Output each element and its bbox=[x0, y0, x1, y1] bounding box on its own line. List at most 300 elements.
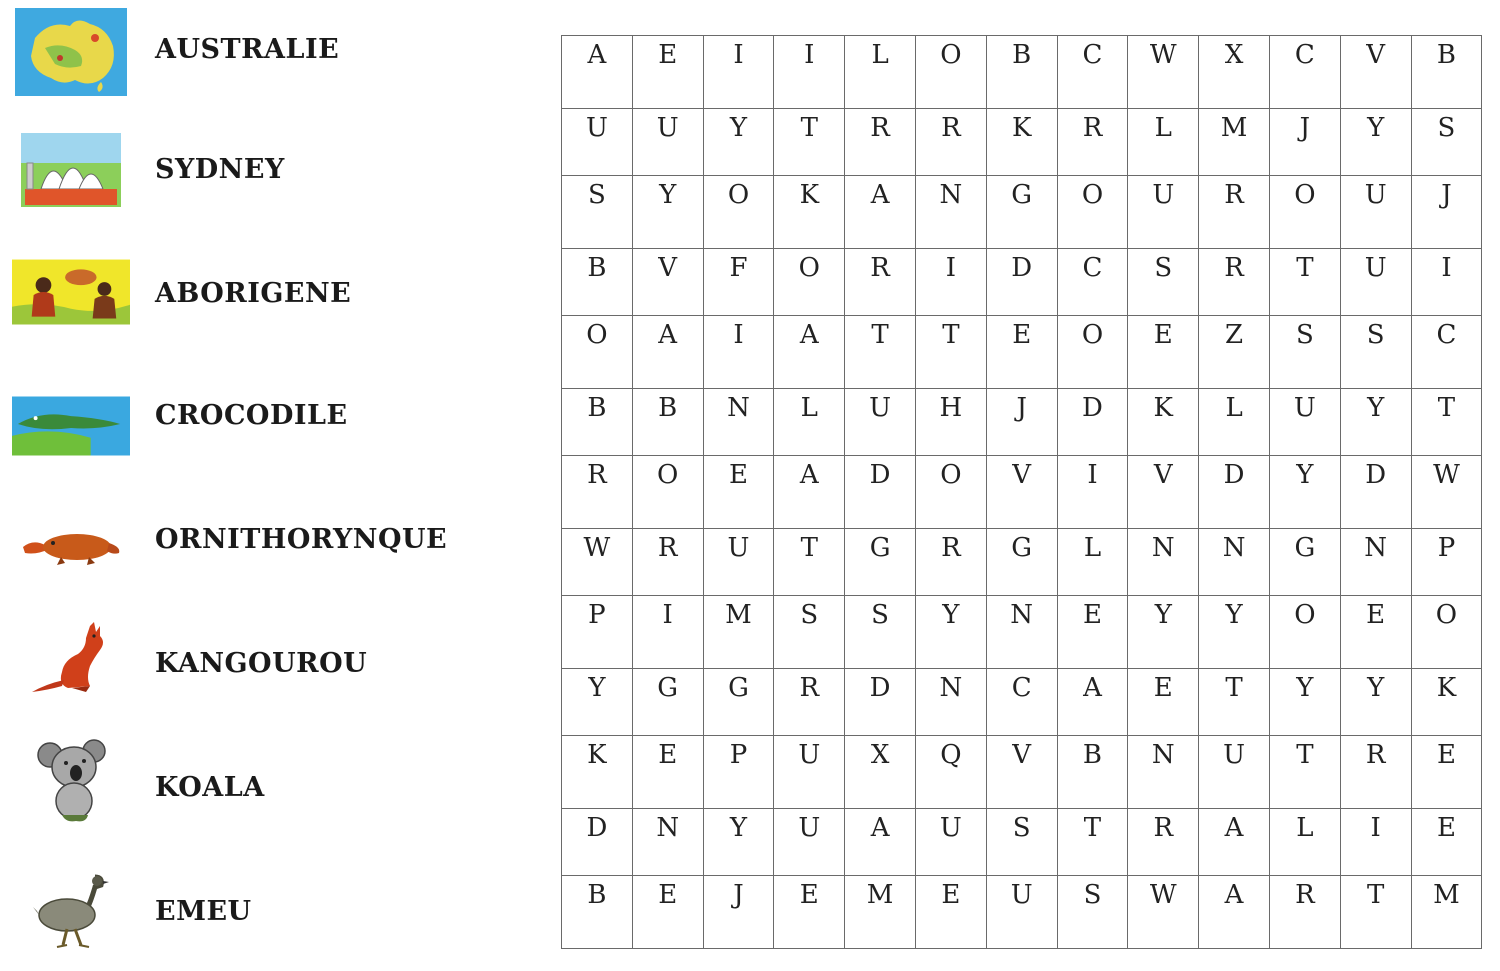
grid-cell[interactable] bbox=[845, 176, 916, 249]
grid-cell[interactable] bbox=[1340, 109, 1411, 176]
grid-letter: T bbox=[1225, 673, 1243, 703]
sydney-opera-house-icon bbox=[12, 126, 130, 214]
grid-cell[interactable] bbox=[562, 596, 633, 669]
grid-cell[interactable] bbox=[1057, 876, 1128, 949]
grid-cell[interactable] bbox=[703, 109, 774, 176]
grid-cell[interactable] bbox=[1269, 456, 1340, 529]
grid-cell[interactable] bbox=[1128, 109, 1199, 176]
grid-letter: Y bbox=[588, 673, 606, 703]
grid-cell[interactable] bbox=[986, 36, 1057, 109]
grid-cell[interactable] bbox=[774, 809, 845, 876]
crocodile-icon bbox=[12, 382, 130, 470]
grid-cell[interactable] bbox=[1128, 876, 1199, 949]
grid-cell[interactable] bbox=[632, 389, 703, 456]
grid-cell[interactable] bbox=[774, 529, 845, 596]
grid-cell[interactable] bbox=[845, 596, 916, 669]
grid-letter: U bbox=[1364, 253, 1387, 283]
grid-cell[interactable] bbox=[1269, 109, 1340, 176]
grid-letter: M bbox=[725, 600, 752, 630]
grid-cell[interactable] bbox=[915, 456, 986, 529]
grid-letter: L bbox=[800, 393, 818, 423]
word-list bbox=[0, 0, 540, 971]
grid-cell[interactable] bbox=[1057, 529, 1128, 596]
grid-letter: U bbox=[656, 113, 679, 143]
grid-letter: P bbox=[729, 740, 748, 770]
grid-cell[interactable] bbox=[1411, 456, 1482, 529]
grid-cell[interactable] bbox=[703, 316, 774, 389]
grid-letter: R bbox=[941, 113, 961, 143]
grid-cell[interactable] bbox=[1128, 36, 1199, 109]
grid-letter: C bbox=[1082, 253, 1103, 283]
word-label: EMEU bbox=[155, 896, 252, 927]
grid-cell[interactable] bbox=[1199, 109, 1270, 176]
grid-cell[interactable] bbox=[1199, 316, 1270, 389]
grid-cell[interactable] bbox=[774, 596, 845, 669]
grid-cell[interactable] bbox=[1128, 249, 1199, 316]
grid-letter: L bbox=[871, 40, 889, 70]
grid-cell[interactable] bbox=[1128, 389, 1199, 456]
grid-cell[interactable] bbox=[632, 669, 703, 736]
grid-cell[interactable] bbox=[986, 809, 1057, 876]
word-item-australie bbox=[0, 0, 540, 110]
grid-cell[interactable] bbox=[562, 809, 633, 876]
grid-letter: E bbox=[729, 460, 748, 490]
grid-letter: B bbox=[587, 393, 607, 423]
grid-cell[interactable] bbox=[1199, 596, 1270, 669]
grid-letter: B bbox=[1082, 740, 1103, 770]
grid-cell[interactable] bbox=[1199, 456, 1270, 529]
grid-letter: R bbox=[1365, 740, 1386, 770]
word-item-aborigene bbox=[0, 248, 540, 358]
grid-cell[interactable] bbox=[1057, 36, 1128, 109]
grid-cell[interactable] bbox=[703, 389, 774, 456]
grid-cell[interactable] bbox=[562, 456, 633, 529]
grid-letter: S bbox=[1366, 320, 1385, 350]
grid-cell[interactable] bbox=[562, 36, 633, 109]
grid-letter: T bbox=[1366, 880, 1385, 910]
grid-cell[interactable] bbox=[774, 456, 845, 529]
grid-letter: E bbox=[1436, 813, 1456, 843]
grid-row bbox=[562, 176, 1482, 249]
grid-letter: V bbox=[658, 253, 678, 283]
word-item-ornithorynque bbox=[0, 500, 540, 610]
grid-cell[interactable] bbox=[562, 249, 633, 316]
grid-cell[interactable] bbox=[1411, 596, 1482, 669]
grid-cell[interactable] bbox=[774, 389, 845, 456]
grid-letter: U bbox=[1010, 880, 1033, 910]
grid-letter: E bbox=[658, 40, 678, 70]
grid-letter: S bbox=[871, 600, 889, 630]
grid-cell[interactable] bbox=[1269, 529, 1340, 596]
grid-letter: R bbox=[1153, 813, 1174, 843]
grid-cell[interactable] bbox=[774, 109, 845, 176]
grid-cell[interactable] bbox=[703, 36, 774, 109]
grid-letter: R bbox=[1224, 253, 1244, 283]
grid-cell[interactable] bbox=[845, 109, 916, 176]
grid-letter: C bbox=[1294, 40, 1315, 70]
grid-cell[interactable] bbox=[1269, 249, 1340, 316]
grid-cell[interactable] bbox=[1340, 596, 1411, 669]
grid-cell[interactable] bbox=[1411, 809, 1482, 876]
grid-cell[interactable] bbox=[562, 736, 633, 809]
grid-cell[interactable] bbox=[915, 249, 986, 316]
grid-cell[interactable] bbox=[1128, 529, 1199, 596]
grid-cell[interactable] bbox=[845, 316, 916, 389]
grid-cell[interactable] bbox=[1340, 176, 1411, 249]
grid-cell[interactable] bbox=[1199, 389, 1270, 456]
grid-row bbox=[562, 456, 1482, 529]
grid-cell[interactable] bbox=[845, 389, 916, 456]
grid-letter: I bbox=[1087, 460, 1098, 490]
grid-row bbox=[562, 669, 1482, 736]
grid-row bbox=[562, 316, 1482, 389]
grid-cell[interactable] bbox=[1340, 736, 1411, 809]
grid-cell[interactable] bbox=[1057, 809, 1128, 876]
grid-cell[interactable] bbox=[774, 176, 845, 249]
grid-letter: K bbox=[799, 180, 819, 210]
grid-letter: I bbox=[662, 600, 673, 630]
grid-cell[interactable] bbox=[1199, 529, 1270, 596]
grid-letter: E bbox=[1153, 320, 1173, 350]
grid-cell[interactable] bbox=[774, 669, 845, 736]
grid-cell[interactable] bbox=[1199, 736, 1270, 809]
grid-cell[interactable] bbox=[632, 316, 703, 389]
grid-cell[interactable] bbox=[562, 389, 633, 456]
grid-letter: A bbox=[587, 40, 607, 70]
grid-cell[interactable] bbox=[632, 809, 703, 876]
grid-cell[interactable] bbox=[1340, 316, 1411, 389]
grid-cell[interactable] bbox=[1128, 316, 1199, 389]
grid-letter: T bbox=[1296, 740, 1314, 770]
grid-letter: O bbox=[727, 180, 750, 210]
grid-cell[interactable] bbox=[845, 809, 916, 876]
grid-cell[interactable] bbox=[986, 529, 1057, 596]
grid-letter: A bbox=[799, 320, 819, 350]
word-label: ORNITHORYNQUE bbox=[155, 524, 448, 555]
grid-letter: D bbox=[1365, 460, 1387, 490]
grid-letter: W bbox=[583, 533, 611, 563]
grid-cell[interactable] bbox=[1269, 809, 1340, 876]
grid-cell[interactable] bbox=[1340, 669, 1411, 736]
grid-cell[interactable] bbox=[915, 316, 986, 389]
grid-letter: A bbox=[1224, 813, 1244, 843]
grid-cell[interactable] bbox=[986, 176, 1057, 249]
grid-letter: O bbox=[1294, 180, 1316, 210]
grid-cell[interactable] bbox=[1199, 176, 1270, 249]
grid-letter: A bbox=[1224, 880, 1244, 910]
grid-cell[interactable] bbox=[1340, 876, 1411, 949]
grid-letter: U bbox=[585, 113, 608, 143]
word-item-sydney bbox=[0, 122, 540, 232]
grid-letter: S bbox=[587, 180, 606, 210]
grid-letter: O bbox=[798, 253, 820, 283]
grid-cell[interactable] bbox=[915, 36, 986, 109]
grid-letter: A bbox=[870, 813, 890, 843]
grid-letter: Y bbox=[942, 600, 960, 630]
grid-cell[interactable] bbox=[703, 876, 774, 949]
grid-cell[interactable] bbox=[1057, 736, 1128, 809]
grid-letter: U bbox=[798, 813, 821, 843]
grid-cell[interactable] bbox=[703, 456, 774, 529]
grid-letter: R bbox=[799, 673, 820, 703]
grid-letter: O bbox=[1081, 320, 1104, 350]
grid-letter: D bbox=[1011, 253, 1033, 283]
grid-cell[interactable] bbox=[1269, 876, 1340, 949]
grid-cell[interactable] bbox=[915, 736, 986, 809]
grid-letter: Y bbox=[729, 113, 748, 143]
grid-cell[interactable] bbox=[562, 876, 633, 949]
grid-cell[interactable] bbox=[845, 456, 916, 529]
grid-letter: O bbox=[940, 40, 962, 70]
grid-cell[interactable] bbox=[845, 249, 916, 316]
grid-cell[interactable] bbox=[562, 176, 633, 249]
grid-letter: U bbox=[939, 813, 962, 843]
word-label: KOALA bbox=[155, 772, 265, 803]
grid-letter: L bbox=[1083, 533, 1102, 563]
grid-cell[interactable] bbox=[986, 596, 1057, 669]
grid-cell[interactable] bbox=[915, 669, 986, 736]
grid-cell[interactable] bbox=[1199, 249, 1270, 316]
grid-cell[interactable] bbox=[703, 809, 774, 876]
grid-cell[interactable] bbox=[986, 456, 1057, 529]
grid-cell[interactable] bbox=[1128, 736, 1199, 809]
grid-cell[interactable] bbox=[1340, 456, 1411, 529]
grid-cell[interactable] bbox=[845, 529, 916, 596]
grid-letter: C bbox=[1082, 40, 1103, 70]
grid-cell[interactable] bbox=[1340, 249, 1411, 316]
grid-letter: V bbox=[1012, 740, 1032, 770]
grid-cell[interactable] bbox=[1057, 249, 1128, 316]
grid-cell[interactable] bbox=[1411, 736, 1482, 809]
grid-cell[interactable] bbox=[915, 109, 986, 176]
grid-letter: N bbox=[1010, 600, 1034, 630]
grid-cell[interactable] bbox=[986, 736, 1057, 809]
grid-letter: I bbox=[804, 40, 815, 70]
grid-cell[interactable] bbox=[845, 669, 916, 736]
grid-cell[interactable] bbox=[1057, 456, 1128, 529]
grid-letter: K bbox=[587, 740, 607, 770]
grid-cell[interactable] bbox=[1128, 176, 1199, 249]
grid-cell[interactable] bbox=[1057, 109, 1128, 176]
grid-letter: J bbox=[733, 880, 744, 910]
grid-cell[interactable] bbox=[703, 249, 774, 316]
grid-cell[interactable] bbox=[1411, 36, 1482, 109]
grid-cell[interactable] bbox=[703, 529, 774, 596]
grid-cell[interactable] bbox=[1411, 389, 1482, 456]
grid-cell[interactable] bbox=[1269, 736, 1340, 809]
grid-cell[interactable] bbox=[1411, 876, 1482, 949]
grid-letter: U bbox=[1364, 180, 1387, 210]
grid-cell[interactable] bbox=[1411, 249, 1482, 316]
grid-cell[interactable] bbox=[1057, 669, 1128, 736]
grid-letter: I bbox=[945, 253, 957, 283]
grid-letter: P bbox=[588, 600, 606, 630]
grid-letter: O bbox=[940, 460, 962, 490]
grid-cell[interactable] bbox=[1340, 809, 1411, 876]
grid-letter: R bbox=[1295, 880, 1315, 910]
grid-cell[interactable] bbox=[986, 669, 1057, 736]
grid-letter: W bbox=[1433, 460, 1460, 490]
grid-letter: E bbox=[658, 740, 678, 770]
grid-row bbox=[562, 736, 1482, 809]
grid-cell[interactable] bbox=[986, 316, 1057, 389]
grid-cell[interactable] bbox=[1340, 529, 1411, 596]
grid-cell[interactable] bbox=[632, 249, 703, 316]
word-item-emeu bbox=[0, 860, 540, 970]
grid-cell[interactable] bbox=[1269, 36, 1340, 109]
grid-cell[interactable] bbox=[632, 876, 703, 949]
grid-letter: A bbox=[799, 460, 819, 490]
grid-cell[interactable] bbox=[1057, 389, 1128, 456]
grid-letter: U bbox=[1293, 393, 1316, 423]
grid-cell[interactable] bbox=[703, 596, 774, 669]
grid-cell[interactable] bbox=[915, 876, 986, 949]
grid-cell[interactable] bbox=[632, 596, 703, 669]
grid-letter: C bbox=[1436, 320, 1457, 350]
grid-cell[interactable] bbox=[562, 316, 633, 389]
grid-cell[interactable] bbox=[632, 456, 703, 529]
grid-cell[interactable] bbox=[1128, 596, 1199, 669]
grid-letter: J bbox=[1299, 113, 1311, 143]
grid-cell[interactable] bbox=[703, 176, 774, 249]
grid-cell[interactable] bbox=[1199, 809, 1270, 876]
grid-cell[interactable] bbox=[1411, 109, 1482, 176]
grid-cell[interactable] bbox=[1128, 809, 1199, 876]
grid-letter: N bbox=[1151, 740, 1175, 770]
grid-letter: P bbox=[1437, 533, 1456, 563]
grid-cell[interactable] bbox=[1269, 176, 1340, 249]
grid-cell[interactable] bbox=[774, 316, 845, 389]
grid-letter: I bbox=[1441, 253, 1452, 283]
grid-cell[interactable] bbox=[845, 736, 916, 809]
grid-letter: G bbox=[869, 533, 891, 563]
grid-cell[interactable] bbox=[632, 529, 703, 596]
grid-letter: O bbox=[1435, 600, 1458, 630]
grid-letter: R bbox=[657, 533, 678, 563]
grid-letter: S bbox=[800, 600, 819, 630]
grid-cell[interactable] bbox=[1128, 456, 1199, 529]
grid-row bbox=[562, 109, 1482, 176]
grid-letter: I bbox=[733, 40, 744, 70]
grid-cell[interactable] bbox=[774, 36, 845, 109]
grid-letter: I bbox=[733, 320, 744, 350]
grid-cell[interactable] bbox=[632, 176, 703, 249]
grid-cell[interactable] bbox=[1269, 596, 1340, 669]
word-label: CROCODILE bbox=[155, 400, 348, 431]
word-item-crocodile bbox=[0, 378, 540, 488]
grid-letter: E bbox=[1012, 320, 1032, 350]
grid-cell[interactable] bbox=[1340, 389, 1411, 456]
grid-cell[interactable] bbox=[1411, 529, 1482, 596]
grid-row bbox=[562, 249, 1482, 316]
grid-cell[interactable] bbox=[845, 36, 916, 109]
grid-cell[interactable] bbox=[774, 249, 845, 316]
grid-letter: N bbox=[1151, 533, 1175, 563]
grid-letter: G bbox=[1294, 533, 1316, 563]
grid-letter: Y bbox=[659, 180, 677, 210]
grid-cell[interactable] bbox=[1128, 669, 1199, 736]
grid-row bbox=[562, 529, 1482, 596]
grid-letter: A bbox=[658, 320, 678, 350]
grid-cell[interactable] bbox=[562, 529, 633, 596]
grid-cell[interactable] bbox=[1269, 669, 1340, 736]
grid-cell[interactable] bbox=[1199, 669, 1270, 736]
grid-letter: T bbox=[1296, 253, 1314, 283]
grid-letter: Y bbox=[1225, 600, 1243, 630]
grid-letter: Y bbox=[1296, 673, 1314, 703]
word-item-kangourou bbox=[0, 612, 540, 722]
grid-cell[interactable] bbox=[1411, 669, 1482, 736]
grid-cell[interactable] bbox=[986, 109, 1057, 176]
word-label: SYDNEY bbox=[155, 154, 285, 185]
grid-cell[interactable] bbox=[632, 109, 703, 176]
grid-letter: Y bbox=[1367, 673, 1385, 703]
grid-letter: V bbox=[1012, 460, 1032, 490]
grid-cell[interactable] bbox=[774, 876, 845, 949]
grid-letter: U bbox=[1152, 180, 1175, 210]
grid-cell[interactable] bbox=[1340, 36, 1411, 109]
grid-cell[interactable] bbox=[1269, 316, 1340, 389]
grid-cell[interactable] bbox=[1199, 36, 1270, 109]
grid-letter: F bbox=[729, 253, 748, 283]
grid-cell[interactable] bbox=[915, 596, 986, 669]
grid-letter: O bbox=[586, 320, 608, 350]
grid-letter: N bbox=[1364, 533, 1388, 563]
grid-letter: K bbox=[1153, 393, 1173, 423]
grid-letter: S bbox=[1012, 813, 1031, 843]
grid-row bbox=[562, 389, 1482, 456]
grid-letter: Y bbox=[1296, 460, 1314, 490]
grid-cell[interactable] bbox=[632, 36, 703, 109]
grid-letter: Y bbox=[1154, 600, 1172, 630]
grid-letter: N bbox=[1222, 533, 1246, 563]
grid-cell[interactable] bbox=[1057, 316, 1128, 389]
grid-letter: G bbox=[1011, 180, 1033, 210]
grid-letter: M bbox=[1220, 113, 1248, 143]
grid-letter: T bbox=[871, 320, 889, 350]
grid-cell[interactable] bbox=[986, 876, 1057, 949]
grid-cell[interactable] bbox=[915, 809, 986, 876]
grid-letter: S bbox=[1154, 253, 1173, 283]
grid-letter: O bbox=[1294, 600, 1316, 630]
grid-cell[interactable] bbox=[915, 529, 986, 596]
grid-cell[interactable] bbox=[1057, 596, 1128, 669]
grid-cell[interactable] bbox=[1411, 316, 1482, 389]
grid-cell[interactable] bbox=[703, 669, 774, 736]
grid-cell[interactable] bbox=[562, 669, 633, 736]
grid-cell[interactable] bbox=[845, 876, 916, 949]
grid-letter: R bbox=[1082, 113, 1103, 143]
grid-cell[interactable] bbox=[774, 736, 845, 809]
grid-letter: E bbox=[941, 880, 961, 910]
grid-cell[interactable] bbox=[562, 109, 633, 176]
grid-cell[interactable] bbox=[703, 736, 774, 809]
grid-cell[interactable] bbox=[632, 736, 703, 809]
grid-letter: N bbox=[727, 393, 750, 423]
grid-letter: R bbox=[870, 113, 890, 143]
grid-cell[interactable] bbox=[915, 389, 986, 456]
grid-cell[interactable] bbox=[1411, 176, 1482, 249]
grid-letter: N bbox=[656, 813, 680, 843]
grid-cell[interactable] bbox=[915, 176, 986, 249]
grid-cell[interactable] bbox=[1269, 389, 1340, 456]
grid-cell[interactable] bbox=[1057, 176, 1128, 249]
grid-cell[interactable] bbox=[1199, 876, 1270, 949]
grid-cell[interactable] bbox=[986, 249, 1057, 316]
grid-letter: D bbox=[586, 813, 608, 843]
grid-letter: K bbox=[1011, 113, 1032, 143]
grid-cell[interactable] bbox=[986, 389, 1057, 456]
